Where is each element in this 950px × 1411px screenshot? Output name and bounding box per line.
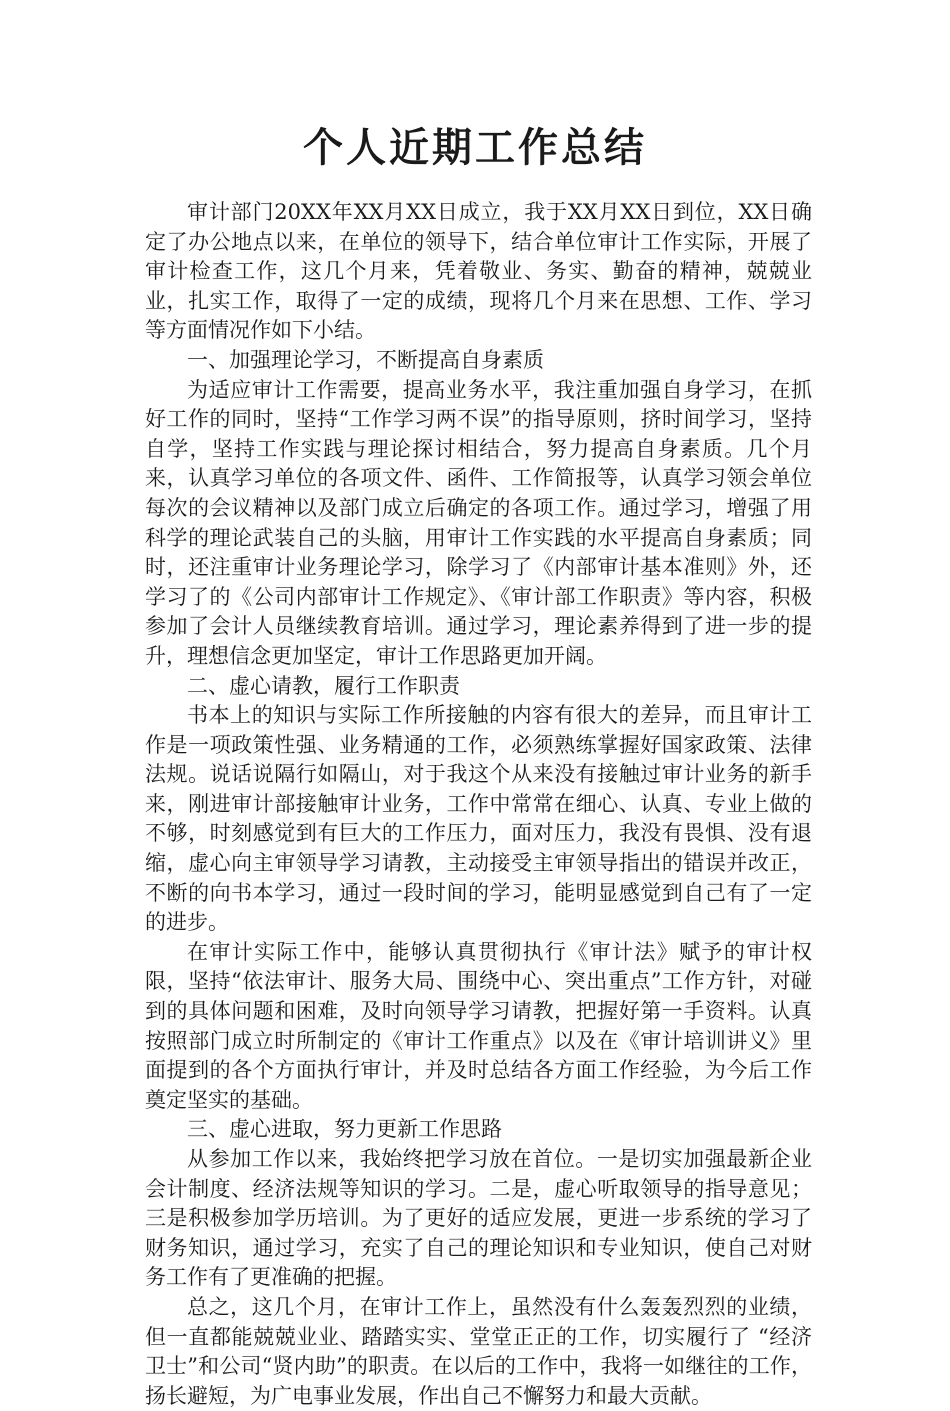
section-heading-2: 二、虚心请教，履行工作职责	[187, 673, 460, 698]
section-1-paragraph: 为适应审计工作需要，提高业务水平，我注重加强自身学习，在抓好工作的同时，坚持“工作学习两不误”的指导原则，挤时间学习，坚持自学，坚持工作实践与理论探讨相结合，努力提高自身素质。几个月来，认真学习单位的各项文件、函件、工作简报等，认真学习领会单位每次的会议精神以及部门成立后确定的各项工作。通过学习，增强了用科学的理论武装自己的头脑，用审计工作实践的水平提高自身素质；同时，还注重审计业务理论学习，除学习了《内部审计基本准则》外，还学习了的《公司内部审计工作规定》、《审计部工作职责》等内容，积极参加了会计人员继续教育培训。通过学习，理论素养得到了进一步的提升，理想信念更加坚定，审计工作思路更加开阔。	[145, 377, 812, 668]
section-heading-1: 一、加强理论学习，不断提高自身素质	[187, 347, 544, 372]
section-3-paragraph: 从参加工作以来，我始终把学习放在首位。一是切实加强最新企业会计制度、经济法规等知识的学习。二是，虚心听取领导的指导意见；三是积极参加学历培训。为了更好的适应发展，更进一步系统的学习了财务知识，通过学习，充实了自己的理论知识和专业知识，使自己对财务工作有了更准确的把握。	[145, 1147, 812, 1290]
section-2-paragraph-1: 书本上的知识与实际工作所接触的内容有很大的差异，而且审计工作是一项政策性强、业务精通的工作，必须熟练掌握好国家政策、法律法规。说话说隔行如隔山，对于我这个从来没有接触过审计业务的新手来，刚进审计部接触审计业务，工作中常常在细心、认真、专业上做的不够，时刻感觉到有巨大的工作压力，面对压力，我没有畏惧、没有退缩，虚心向主审领导学习请教，主动接受主审领导指出的错误并改正，不断的向书本学习，通过一段时间的学习，能明显感觉到自己有了一定的进步。	[145, 703, 812, 935]
section-2-paragraph-2: 在审计实际工作中，能够认真贯彻执行《审计法》赋予的审计权限，坚持“依法审计、服务大局、围绕中心、突出重点”工作方针，对碰到的具体问题和困难，及时向领导学习请教，把握好第一手资料。认真按照部门成立时所制定的《审计工作重点》以及在《审计培训讲义》里面提到的各个方面执行审计，并及时总结各方面工作经验，为今后工作奠定坚实的基础。	[145, 939, 812, 1112]
document-title: 个人近期工作总结	[303, 124, 647, 171]
section-heading-3: 三、虚心进取，努力更新工作思路	[187, 1117, 502, 1142]
document-body	[145, 198, 812, 1411]
intro-paragraph: 审计部门20XX年XX月XX日成立，我于XX月XX日到位，XX日确定了办公地点以来，在单位的领导下，结合单位审计工作实际，开展了审计检查工作，这几个月来，凭着敬业、务实、勤奋的精神，兢兢业业，扎实工作，取得了一定的成绩，现将几个月来在思想、工作、学习等方面情况作如下小结。	[145, 200, 812, 343]
conclusion-paragraph: 总之，这几个月，在审计工作上，虽然没有什么轰轰烈烈的业绩，但一直都能兢兢业业、踏踏实实、堂堂正正的工作，切实履行了 “经济卫士”和公司“贤内助”的职责。在以后的工作中，我将一如继往的工作，扬长避短，为广电事业发展，作出自己不懈努力和最大贡献。	[145, 1294, 812, 1408]
